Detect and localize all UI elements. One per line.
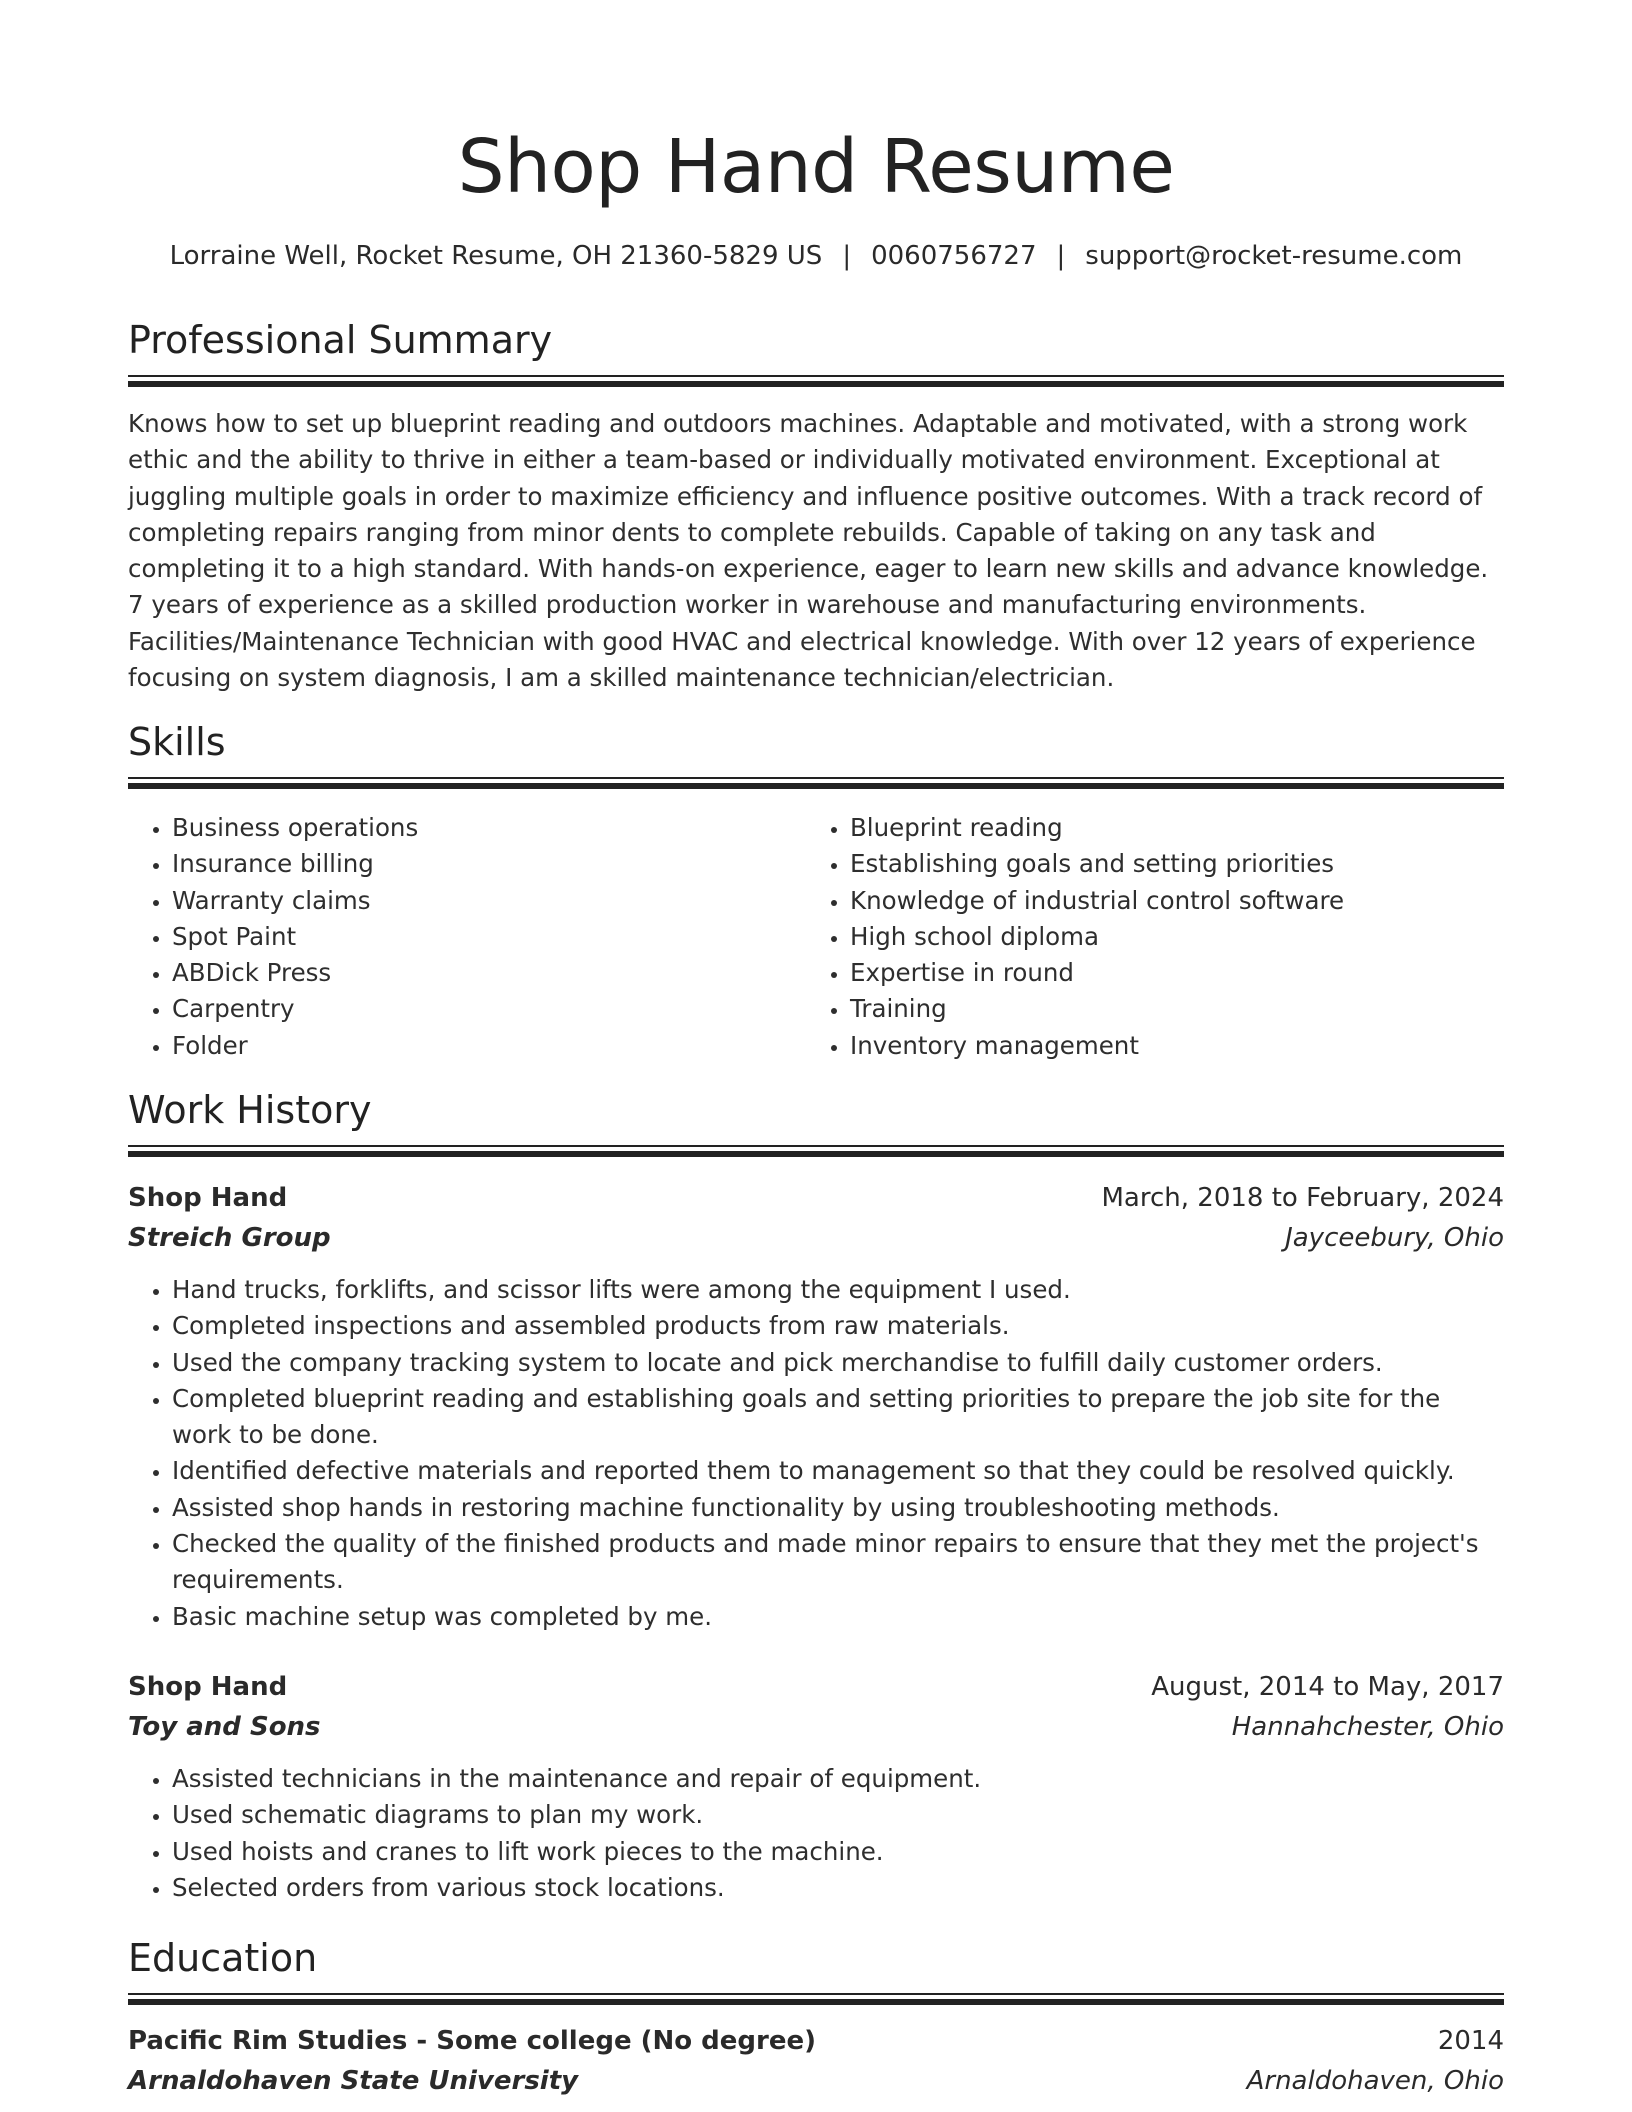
skill-item: • Inventory management [850, 1028, 1504, 1064]
skill-item: • Establishing goals and setting priorities [850, 846, 1504, 882]
job-bullet: • Assisted shop hands in restoring machine functionality by using troubleshooting methods. [172, 1490, 1504, 1526]
job-bullet: • Basic machine setup was completed by me. [172, 1599, 1504, 1635]
contact-separator: | [1056, 241, 1066, 271]
job-bullets [128, 1272, 1504, 1635]
education-location: Arnaldohaven, Ohio [1246, 2066, 1504, 2096]
work-heading: Work History [128, 1088, 372, 1132]
education-divider [128, 1993, 1504, 2005]
job-header [128, 1667, 1504, 1747]
job-dates: March, 2018 to February, 2024 [1101, 1183, 1504, 1213]
contact-phone: 0060756727 [871, 241, 1037, 271]
skill-item: • ABDick Press [172, 955, 788, 991]
skill-item: • Carpentry [172, 991, 788, 1027]
job-bullet: • Used the company tracking system to locate and pick merchandise to fulfill daily customer orders. [172, 1345, 1504, 1381]
job-bullet: • Used schematic diagrams to plan my work. [172, 1797, 1504, 1833]
skill-item: • Folder [172, 1028, 788, 1064]
job-bullet: • Used hoists and cranes to lift work pieces to the machine. [172, 1834, 1504, 1870]
skills-column-right [806, 810, 1504, 1064]
contact-separator: | [842, 241, 852, 271]
job-title: Shop Hand [128, 1183, 288, 1213]
skill-item: • Spot Paint [172, 919, 788, 955]
education-year: 2014 [1437, 2026, 1504, 2056]
education-entry [128, 2021, 1504, 2101]
skill-item: • Insurance billing [172, 846, 788, 882]
contact-address: Lorraine Well, Rocket Resume, OH 21360-5829 US [169, 241, 823, 271]
contact-line [128, 238, 1504, 274]
job-header [128, 1178, 1504, 1258]
job-bullet: • Checked the quality of the finished products and made minor repairs to ensure that they met the project's requirements. [172, 1526, 1504, 1599]
education-heading: Education [128, 1936, 318, 1980]
job-company: Streich Group [128, 1223, 331, 1253]
job-bullet: • Hand trucks, forklifts, and scissor lifts were among the equipment I used. [172, 1272, 1504, 1308]
job-bullet: • Completed blueprint reading and establishing goals and setting priorities to prepare the job site for the work to be done. [172, 1381, 1504, 1454]
job-location: Jayceebury, Ohio [1285, 1223, 1504, 1253]
summary-text: Knows how to set up blueprint reading and outdoors machines. Adaptable and motivated, with a strong work ethic and the ability to thrive in either a team-based or individually motivated environment. Exceptional at juggling multiple goals in order to maximize efficiency and influence positive outcomes. With a track record of completing repairs ranging from minor dents to complete rebuilds. Capable of taking on any task and completing it to a high standard. With hands-on experience, eager to learn new skills and advance knowledge. 7 years of experience as a skilled production worker in warehouse and manufacturing environments. Facilities/Maintenance Technician with good HVAC and electrical knowledge. With over 12 years of experience focusing on system diagnosis, I am a skilled maintenance technician/electrician. [128, 409, 1489, 693]
skills-divider [128, 777, 1504, 789]
education-degree: Pacific Rim Studies - Some college (No degree) [128, 2026, 817, 2056]
skill-item: • Business operations [172, 810, 788, 846]
job-bullets [128, 1761, 1504, 1906]
work-divider [128, 1145, 1504, 1157]
job-bullet: • Completed inspections and assembled products from raw materials. [172, 1308, 1504, 1344]
job-bullet: • Selected orders from various stock locations. [172, 1870, 1504, 1906]
job-bullet: • Assisted technicians in the maintenance and repair of equipment. [172, 1761, 1504, 1797]
skill-item: • Training [850, 991, 1504, 1027]
skill-item: • Warranty claims [172, 883, 788, 919]
job-company: Toy and Sons [128, 1712, 321, 1742]
skill-item: • Expertise in round [850, 955, 1504, 991]
job-location: Hannahchester, Ohio [1231, 1712, 1504, 1742]
resume-title: Shop Hand Resume [457, 124, 1175, 210]
education-school: Arnaldohaven State University [128, 2066, 579, 2096]
skill-item: • Knowledge of industrial control software [850, 883, 1504, 919]
skill-item: • High school diploma [850, 919, 1504, 955]
job-dates: August, 2014 to May, 2017 [1151, 1672, 1504, 1702]
job-bullet: • Identified defective materials and reported them to management so that they could be resolved quickly. [172, 1453, 1504, 1489]
summary-heading: Professional Summary [128, 318, 553, 362]
contact-email: support@rocket-resume.com [1085, 241, 1463, 271]
job-title: Shop Hand [128, 1672, 288, 1702]
summary-divider [128, 375, 1504, 387]
skill-item: • Blueprint reading [850, 810, 1504, 846]
skills-column-left [128, 810, 788, 1064]
skills-heading: Skills [128, 720, 226, 764]
